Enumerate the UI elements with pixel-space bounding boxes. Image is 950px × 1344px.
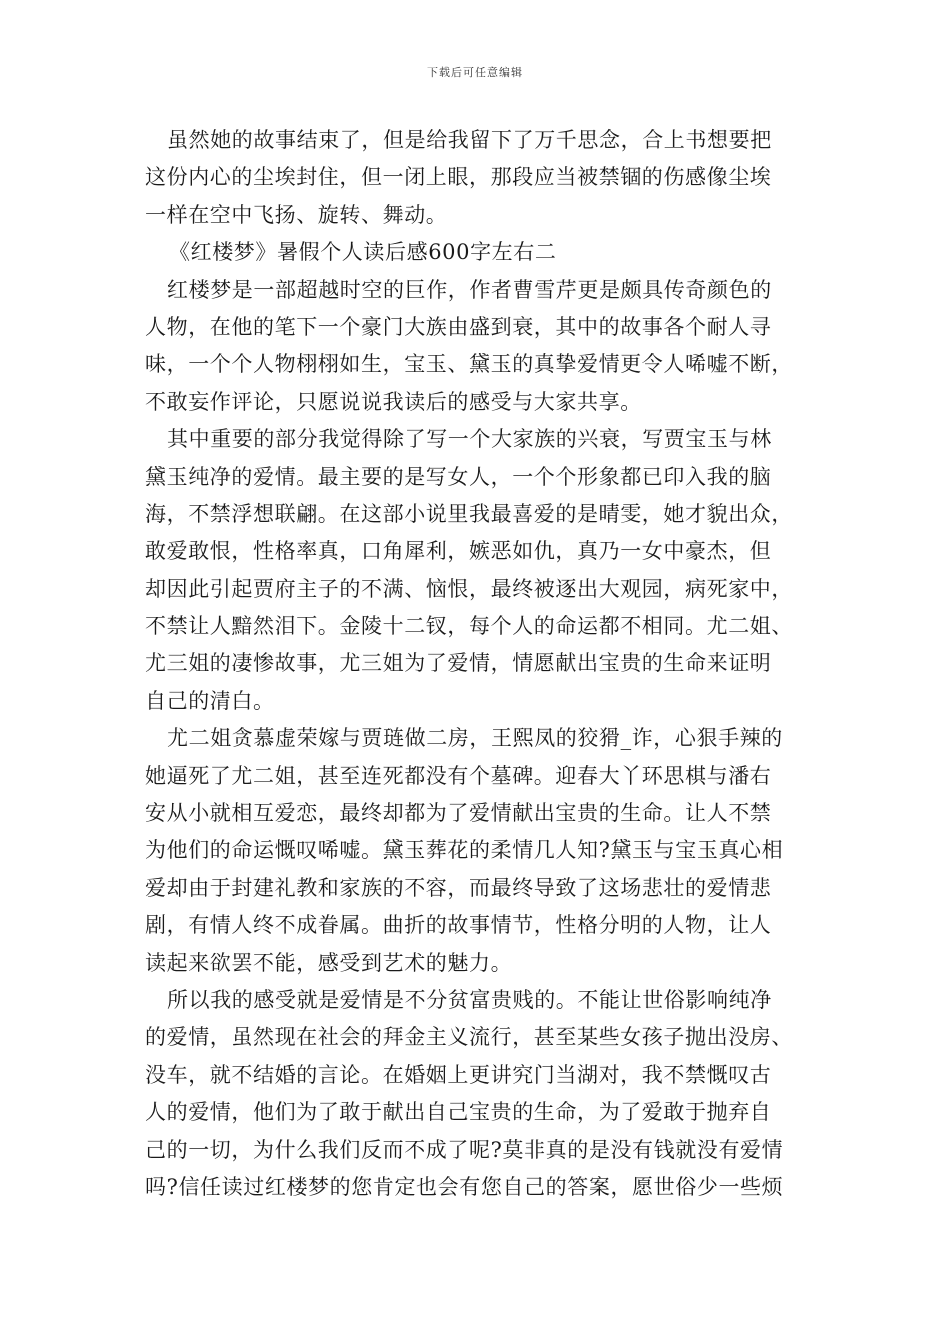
document-body <box>145 122 835 1206</box>
text-line: 味，一个个人物栩栩如生，宝玉、黛玉的真挚爱情更令人唏嘘不断， <box>145 352 793 377</box>
text-line: 读起来欲罢不能，感受到艺术的魅力。 <box>145 950 513 975</box>
text-line: 所以我的感受就是爱情是不分贫富贵贱的。不能让世俗影响纯净 <box>167 987 772 1012</box>
text-line: 人物，在他的笔下一个豪门大族由盛到衰，其中的故事各个耐人寻 <box>145 314 772 339</box>
text-line: 自己的清白。 <box>145 688 275 713</box>
text-line: 不敢妄作评论，只愿说说我读后的感受与大家共享。 <box>145 389 642 414</box>
text-line: 的爱情，虽然现在社会的拜金主义流行，甚至某些女孩子抛出没房、 <box>145 1025 793 1050</box>
text-line: 这份内心的尘埃封住，但一闭上眼，那段应当被禁锢的伤感像尘埃 <box>145 165 772 190</box>
text-line: 却因此引起贾府主子的不满、恼恨，最终被逐出大观园，病死家中， <box>145 576 793 601</box>
text-line: 己的一切，为什么我们反而不成了呢?莫非真的是没有钱就没有爱情 <box>145 1137 784 1162</box>
text-line: 没车，就不结婚的言论。在婚姻上更讲究门当湖对，我不禁慨叹古 <box>145 1062 772 1087</box>
text-line: 敢爱敢恨，性格率真，口角犀利，嫉恶如仇，真乃一女中豪杰，但 <box>145 539 772 564</box>
text-line: 剧，有情人终不成眷属。曲折的故事情节，性格分明的人物，让人 <box>145 913 772 938</box>
text-line: 爱却由于封建礼教和家族的不容，而最终导致了这场悲壮的爱情悲 <box>145 875 772 900</box>
section-heading: 《红楼梦》暑假个人读后感600字左右二 <box>169 240 557 265</box>
text-line: 其中重要的部分我觉得除了写一个大家族的兴衰，写贾宝玉与林 <box>167 427 772 452</box>
text-line: 不禁让人黯然泪下。金陵十二钗，每个人的命运都不相同。尤二姐、 <box>145 614 793 639</box>
text-line: 一样在空中飞扬、旋转、舞动。 <box>145 202 448 227</box>
text-line: 虽然她的故事结束了，但是给我留下了万千思念，合上书想要把 <box>167 128 772 152</box>
text-line: 为他们的命运慨叹唏嘘。黛玉葬花的柔情几人知?黛玉与宝玉真心相 <box>145 838 784 863</box>
text-line: 安从小就相互爱恋，最终却都为了爱情献出宝贵的生命。让人不禁 <box>145 801 772 826</box>
text-line: 黛玉纯净的爱情。最主要的是写女人，一个个形象都已印入我的脑 <box>145 464 772 489</box>
text-line: 人的爱情，他们为了敢于献出自己宝贵的生命，为了爱敢于抛弃自 <box>145 1100 772 1125</box>
header-note: 下载后可任意编辑 <box>427 66 523 79</box>
text-line: 海，不禁浮想联翩。在这部小说里我最喜爱的是晴雯，她才貌出众， <box>145 501 793 526</box>
text-line: 吗?信任读过红楼梦的您肯定也会有您自己的答案，愿世俗少一些烦 <box>145 1174 784 1199</box>
text-line: 她逼死了尤二姐，甚至连死都没有个墓碑。迎春大丫环思棋与潘右 <box>145 763 772 788</box>
text-line: 尤三姐的凄惨故事，尤三姐为了爱情，情愿献出宝贵的生命来证明 <box>145 651 772 676</box>
text-line: 尤二姐贪慕虚荣嫁与贾琏做二房，王熙凤的狡猾_诈，心狠手辣的 <box>167 726 783 751</box>
text-line: 红楼梦是一部超越时空的巨作，作者曹雪芹更是颇具传奇颜色的 <box>167 277 772 302</box>
